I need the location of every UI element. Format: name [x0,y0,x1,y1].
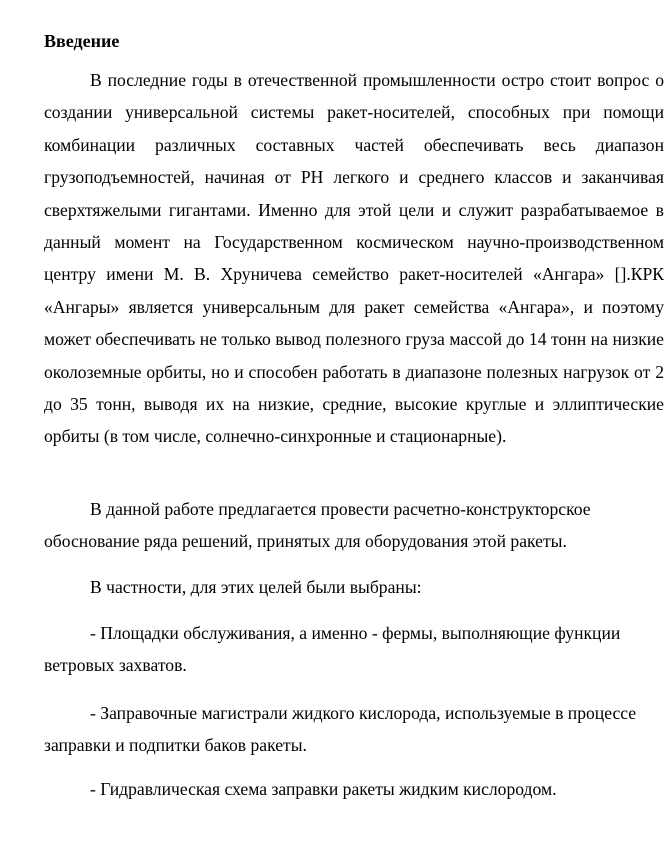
list-item-oxygen-lines: - Заправочные магистрали жидкого кислорода, используемые в процессе заправки и подпитки баков ракеты. [44,703,637,756]
selection-intro-paragraph: В частности, для этих целей были выбраны: [90,577,422,597]
intro-paragraph: В последние годы в отечественной промышленности остро стоит вопрос о создании универсальной системы ракет-носителей, способных при помощи комбинации различных составных частей обеспечивать весь диапазон грузоподъемностей, начиная от РН легкого и среднего классов и заканчивая сверхтяжелыми гигантами. Именно для этой цели и служит разрабатываемое в данный момент на Государственном космическом научно-производственном центру имени М. В. Хруничева семейство ракет-носителей «Ангара» [].КРК «Ангары» является универсальным для ракет семейства «Ангара», и поэтому может обеспечивать не только вывод полезного груза массой до 14 тонн на низкие околоземные орбиты, но и способен работать в диапазоне полезных нагрузок от 2 до 35 тонн, выводя их на низкие, средние, высокие круглые и эллиптические орбиты (в том числе, солнечно-синхронные и стационарные). [44,70,664,447]
list-item-platforms: - Площадки обслуживания, а именно - фермы, выполняющие функции ветровых захватов. [44,623,621,676]
work-goal-paragraph: В данной работе предлагается провести расчетно-конструкторское обоснование ряда решений, принятых для оборудования этой ракеты. [44,499,591,552]
section-heading: Введение [44,31,120,51]
list-item-hydraulic-scheme: - Гидравлическая схема заправки ракеты жидким кислородом. [90,779,557,799]
